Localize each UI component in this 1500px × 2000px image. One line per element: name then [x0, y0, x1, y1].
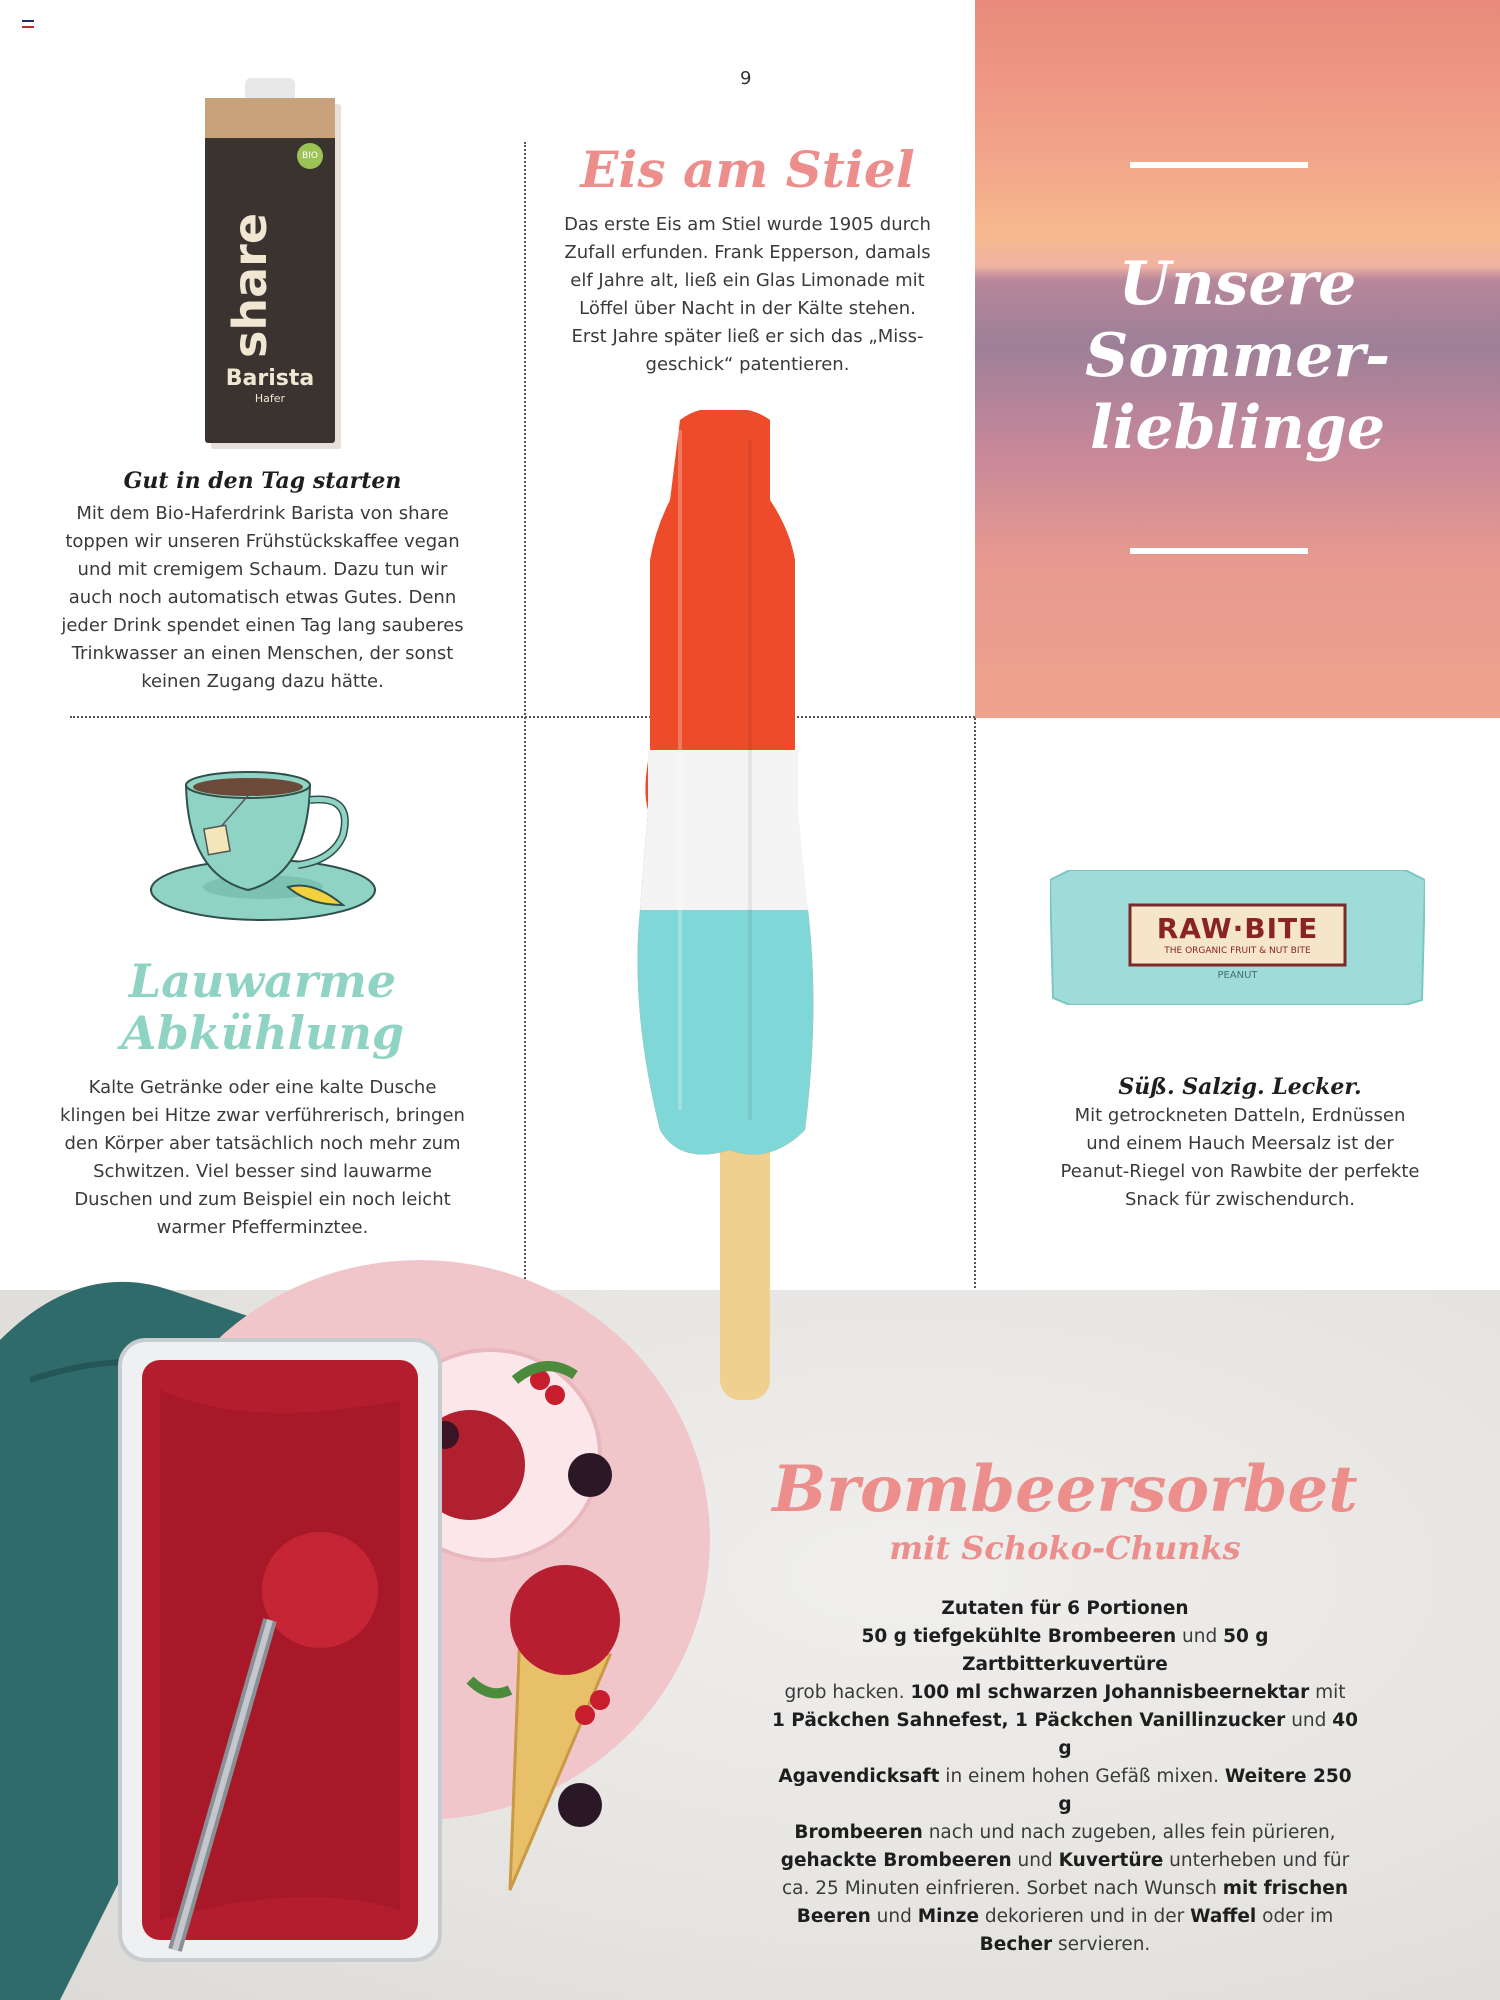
recipe-text-segment: servieren. [1052, 1934, 1151, 1955]
share-text [50, 500, 475, 696]
recipe-ingredient: mit frischen [1222, 1878, 1348, 1899]
share-line: Mit dem Bio-Haferdrink Barista von share [76, 503, 449, 524]
recipe-lines [770, 1623, 1360, 1959]
recipe-ingredient: Becher [979, 1934, 1053, 1955]
eis-text [545, 211, 950, 379]
recipe-text-segment: und [1176, 1626, 1224, 1647]
recipe-title: Brombeersorbet [772, 1452, 1358, 1527]
teacup-illustration [148, 765, 378, 925]
recipe-line [770, 1819, 1360, 1847]
carton-product-sub: Hafer [254, 392, 286, 405]
recipe-text-segment: und [870, 1906, 918, 1927]
eis-line: geschick“ patentieren. [645, 354, 850, 375]
share-barista-carton-image [205, 88, 335, 443]
eis-line: elf Jahre alt, ließ ein Glas Limonade mit [570, 270, 925, 291]
recipe-text-segment: und [1011, 1850, 1059, 1871]
share-line: Trinkwasser an einen Menschen, der sonst [71, 643, 454, 664]
lauwarm-line: Duschen und zum Beispiel ein noch leicht [74, 1189, 451, 1210]
popsicle-image [620, 410, 860, 1400]
carton-brand: share [223, 212, 277, 358]
eis-line: Das erste Eis am Stiel wurde 1905 durch [564, 214, 931, 235]
eis-line: Zufall erfunden. Frank Epperson, damals [564, 242, 931, 263]
lauwarm-heading [60, 955, 465, 1059]
rawbite-line: Mit getrockneten Datteln, Erdnüssen [1074, 1105, 1406, 1126]
recipe-text-segment: mit [1309, 1682, 1346, 1703]
rawbite-bar-image [1050, 870, 1425, 1005]
recipe-text-segment: oder im [1256, 1906, 1334, 1927]
recipe-line [770, 1679, 1360, 1707]
recipe-ingredient: 40 g [1058, 1710, 1359, 1759]
eis-line: Löffel über Nacht in der Kälte stehen. [579, 298, 916, 319]
recipe-ingredient: gehackte Brombeeren [780, 1850, 1012, 1871]
hero-bottom-rule [1130, 548, 1308, 554]
brombeersorbet-photo [0, 1260, 720, 2000]
rawbite-line: Snack für zwischendurch. [1125, 1189, 1355, 1210]
sunset-hero-panel [975, 0, 1500, 718]
recipe-text-segment: unterheben und für [1163, 1850, 1350, 1871]
flag-icon [22, 20, 34, 30]
recipe-line [770, 1763, 1360, 1819]
eis-line: Erst Jahre später ließ er sich das „Miss- [571, 326, 924, 347]
carton-top [205, 98, 335, 138]
share-line: und mit cremigem Schaum. Dazu tun wir [77, 559, 448, 580]
recipe-subtitle: mit Schoko-Chunks [889, 1529, 1241, 1567]
lauwarm-heading-line1: Lauwarme [128, 954, 397, 1008]
rawbite-heading: Süß. Salzig. Lecker. [1118, 1074, 1362, 1100]
recipe-text [770, 1595, 1360, 1959]
divider-vertical-right [974, 718, 976, 1288]
recipe-intro: Zutaten für 6 Portionen [941, 1598, 1189, 1619]
recipe-line [770, 1931, 1360, 1959]
carton-product-name: Barista [225, 366, 315, 391]
share-line: keinen Zugang dazu hätte. [141, 671, 384, 692]
divider-vertical-left [524, 142, 526, 1287]
recipe-ingredient: Waffel [1190, 1906, 1257, 1927]
recipe-text-segment: ca. 25 Minuten einfrieren. Sorbet nach Wunsch [782, 1878, 1223, 1899]
recipe-line [770, 1875, 1360, 1903]
recipe-line [770, 1903, 1360, 1931]
recipe-ingredient: 100 ml schwarzen Johannisbeernektar [910, 1682, 1310, 1703]
share-line: toppen wir unseren Frühstückskaffee vegan [65, 531, 460, 552]
lauwarm-line: Kalte Getränke oder eine kalte Dusche [88, 1077, 437, 1098]
rawbite-brand: RAW·BITE [1156, 912, 1319, 945]
recipe-text-segment: grob hacken. [784, 1682, 911, 1703]
bio-badge: BIO [297, 143, 323, 169]
rawbite-line: und einem Hauch Meersalz ist der [1086, 1133, 1394, 1154]
share-line: auch noch automatisch etwas Gutes. Denn [68, 587, 457, 608]
hero-title-line2: Sommer- [1084, 321, 1390, 391]
recipe-line [770, 1623, 1360, 1679]
recipe-ingredient: Brombeeren [794, 1822, 923, 1843]
recipe-text-segment: in einem hohen Gefäß mixen. [939, 1766, 1225, 1787]
recipe-ingredient: Agavendicksaft [778, 1766, 940, 1787]
lauwarm-text [50, 1074, 475, 1242]
recipe-line [770, 1847, 1360, 1875]
recipe-ingredient: 1 Päckchen Sahnefest, 1 Päckchen Vanillinzucker [771, 1710, 1286, 1731]
share-line: jeder Drink spendet einen Tag lang sauberes [61, 615, 464, 636]
hero-title [975, 248, 1500, 464]
recipe-ingredient: Kuvertüre [1058, 1850, 1164, 1871]
rawbite-flavor: PEANUT [1217, 970, 1258, 981]
share-heading: Gut in den Tag starten [123, 468, 402, 494]
recipe-line [770, 1707, 1360, 1763]
rawbite-line: Peanut-Riegel von Rawbite der perfekte [1060, 1161, 1420, 1182]
lauwarm-line: Schwitzen. Viel besser sind lauwarme [93, 1161, 432, 1182]
recipe-ingredient: Weitere 250 g [1058, 1766, 1352, 1815]
recipe-ingredient: Beeren [796, 1906, 871, 1927]
lauwarm-line: klingen bei Hitze zwar verführerisch, bringen [60, 1105, 465, 1126]
recipe-text-segment: dekorieren und in der [979, 1906, 1191, 1927]
rawbite-text [1030, 1102, 1450, 1214]
recipe-text-segment: nach und nach zugeben, alles fein pürieren, [922, 1822, 1336, 1843]
page-number: 9 [740, 68, 752, 89]
hero-title-line1: Unsere [1118, 249, 1357, 319]
lauwarm-line: warmer Pfefferminztee. [156, 1217, 369, 1238]
recipe-ingredient: 50 g Zartbitterkuvertüre [962, 1626, 1269, 1675]
recipe-text-segment: und [1285, 1710, 1333, 1731]
hero-top-rule [1130, 162, 1308, 168]
lauwarm-line: den Körper aber tatsächlich noch mehr zum [64, 1133, 461, 1154]
lauwarm-heading-line2: Abkühlung [120, 1006, 405, 1060]
eis-heading: Eis am Stiel [580, 140, 915, 199]
recipe-ingredient: Minze [917, 1906, 980, 1927]
recipe-ingredient: 50 g tiefgekühlte Brombeeren [861, 1626, 1177, 1647]
rawbite-tagline: THE ORGANIC FRUIT & NUT BITE [1164, 946, 1311, 956]
hero-title-line3: lieblinge [1089, 393, 1386, 463]
